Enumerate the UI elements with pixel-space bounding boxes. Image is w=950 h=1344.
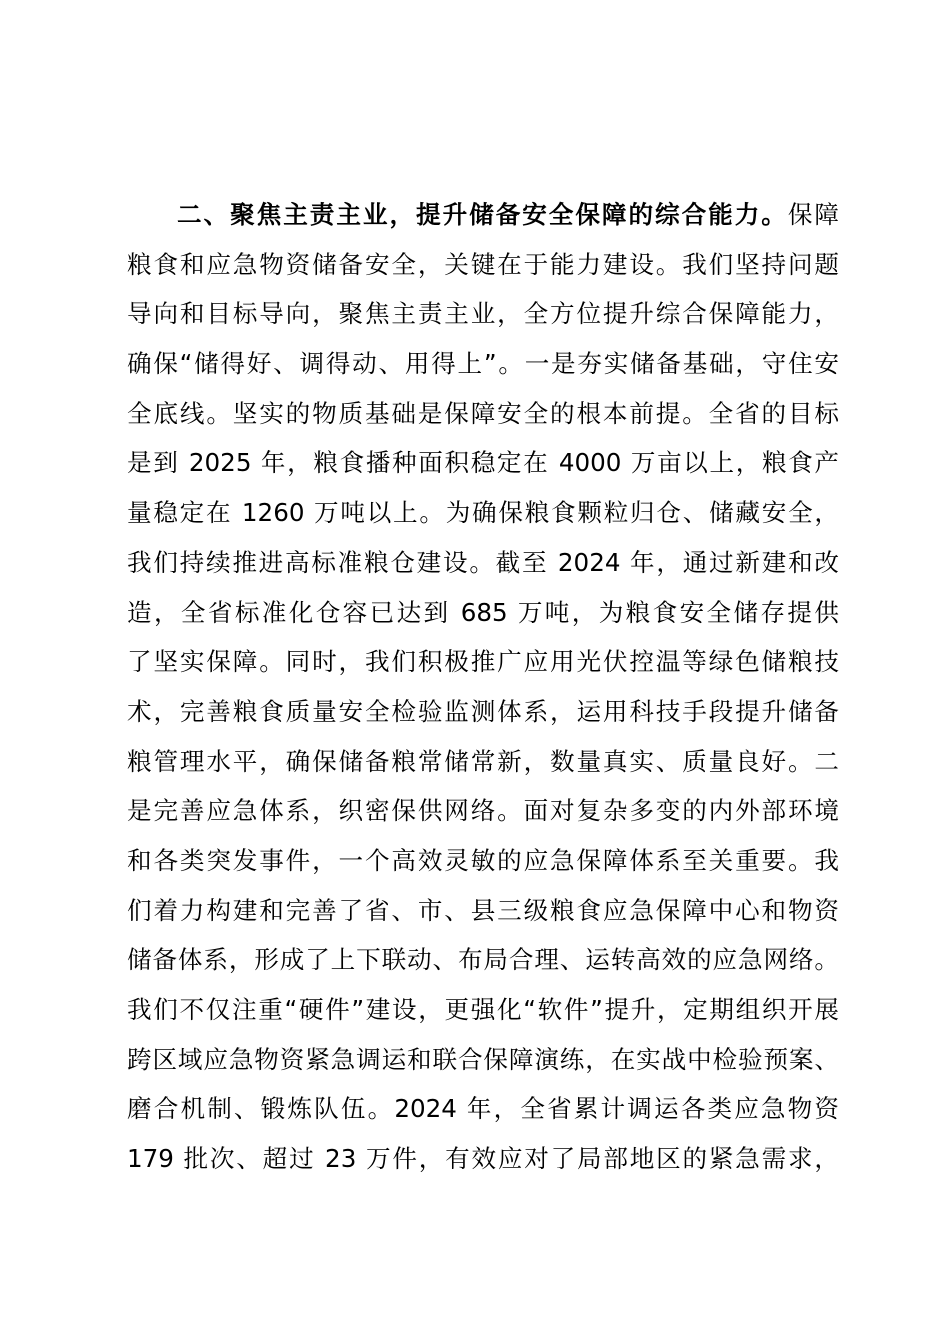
text-line: 179 批次、超过 23 万件，有效应对了局部地区的紧急需求， (127, 1144, 839, 1174)
text-line: 储备体系，形成了上下联动、布局合理、运转高效的应急网络。 (127, 945, 839, 975)
text-line: 量稳定在 1260 万吨以上。为确保粮食颗粒归仓、储藏安全， (127, 498, 839, 528)
text-line: 了坚实保障。同时，我们积极推广应用光伏控温等绿色储粮技 (127, 647, 839, 677)
text-line: 造，全省标准化仓容已达到 685 万吨，为粮食安全储存提供 (127, 597, 839, 627)
text-line: 确保“储得好、调得动、用得上”。一是夯实储备基础，守住安 (127, 349, 839, 379)
text-line: 磨合机制、锻炼队伍。2024 年，全省累计调运各类应急物资 (127, 1094, 839, 1124)
text-line: 是到 2025 年，粮食播种面积稳定在 4000 万亩以上，粮食产 (127, 448, 839, 478)
text-line: 跨区域应急物资紧急调运和联合保障演练，在实战中检验预案、 (127, 1044, 839, 1074)
text-line: 和各类突发事件，一个高效灵敏的应急保障体系至关重要。我 (127, 845, 839, 875)
text-line: 我们持续推进高标准粮仓建设。截至 2024 年，通过新建和改 (127, 547, 839, 577)
text-line: 是完善应急体系，织密保供网络。面对复杂多变的内外部环境 (127, 796, 839, 826)
paragraph-first-line (127, 190, 839, 240)
text-line: 们着力构建和完善了省、市、县三级粮食应急保障中心和物资 (127, 895, 839, 925)
text-line: 保障 (787, 200, 839, 229)
body-paragraph (127, 190, 839, 1184)
text-line: 术，完善粮食质量安全检验监测体系，运用科技手段提升储备 (127, 696, 839, 726)
section-heading: 二、聚焦主责主业，提升储备安全保障的综合能力。 (177, 200, 788, 229)
text-line: 全底线。坚实的物质基础是保障安全的根本前提。全省的目标 (127, 398, 839, 428)
text-line: 我们不仅注重“硬件”建设，更强化“软件”提升，定期组织开展 (127, 995, 839, 1024)
text-line: 粮食和应急物资储备安全，关键在于能力建设。我们坚持问题 (127, 249, 839, 279)
text-line: 导向和目标导向，聚焦主责主业，全方位提升综合保障能力， (127, 299, 839, 329)
text-line: 粮管理水平，确保储备粮常储常新，数量真实、质量良好。二 (127, 746, 839, 776)
